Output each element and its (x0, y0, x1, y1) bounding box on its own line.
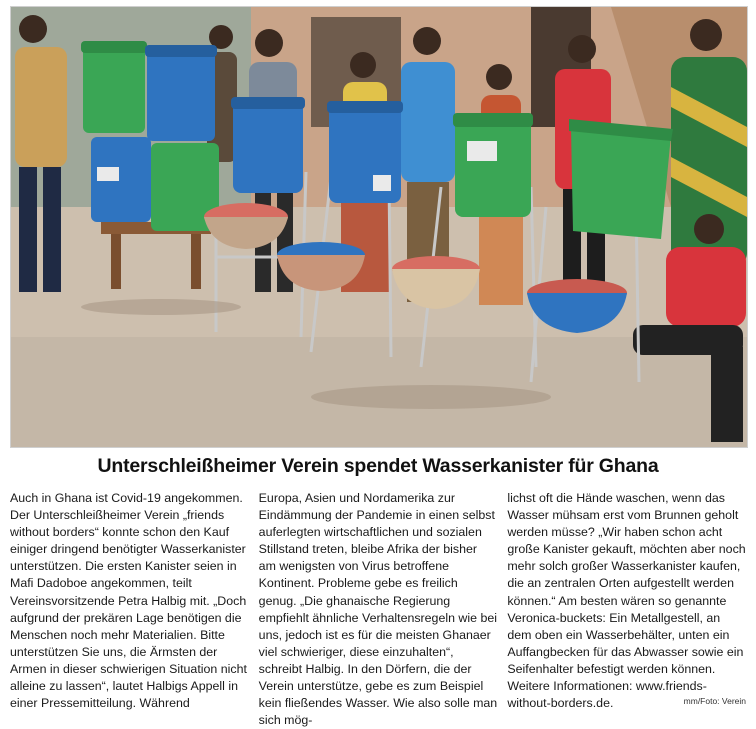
news-photo (10, 6, 748, 448)
canister-blue-4 (327, 101, 403, 203)
article-text: lichst oft die Hände waschen, wenn das Wasser mühsam erst vom Brunnen geholt werden müsse? „Wir haben schon acht große Kanister gekauft, möchten aber noch mehr solch großer Wasserkanister kaufen, die an zentralen Orten aufgestellt werden können.“ Am besten wären so genannte Veronica-buckets: Ein Metallgestell, an dem oben ein Wasserbehälter, unten ein Auffangbecken für das Abwasser sowie ein Seifenhalter befestigt werden können. Weitere Informationen: www.friends-without-borders.de. (507, 491, 746, 711)
article-text: Europa, Asien und Nordamerika zur Eindämmung der Pandemie in einen selbst auferlegten wirtschaftlichen und sozialen Stillstand treten, bleibe Afrika der bisher am wenigsten von Virus betroffene Kontinent. Probleme gebe es freilich genug. „Die ghanaische Regierung empfiehlt ähnliche Verhaltensregeln wie bei uns, jedoch ist es für die meisten Ghanaer viel schwieriger, diese einzuhalten“, schreibt Halbig. In den Dörfern, die der Verein unterstütze, gebe es zum Beispiel kein fließendes Wasser. Wie also solle man sich mög- (258, 491, 498, 728)
article-body (10, 490, 747, 728)
article-column-2 (258, 490, 498, 728)
article-headline: Unterschleißheimer Verein spendet Wasserkanister für Ghana (97, 455, 659, 477)
canister-green-1 (81, 41, 147, 133)
article-text: Auch in Ghana ist Covid-19 angekommen. Der Unterschleißheimer Verein „friends without borders“ konnte schon den Kauf einiger dringend benötigter Wasserkanister unterstützen. Die ersten Kanister seien in Mafi Dadoboe angekommen, teilt Vereinsvorsitzende Petra Halbig mit. „Doch aufgrund der prekären Lage benötigen die Menschen noch mehr Materialien. Bitte unterstützen Sie uns, die Ärmsten der Armen in dieser schwierigen Situation nicht alleine zu lassen“, lautet Halbigs Appell in einer Pressemitteilung. Während (10, 491, 247, 711)
photo-illustration (11, 7, 747, 447)
canister-green-4 (569, 119, 673, 239)
photo-credit: mm/Foto: Verein (683, 696, 747, 706)
article-column-3 (507, 490, 747, 711)
canister-blue-1 (145, 45, 217, 141)
canister-blue-2 (91, 137, 151, 222)
canister-blue-3 (231, 97, 305, 193)
article-column-1 (10, 490, 249, 711)
canister-green-3 (453, 113, 533, 217)
